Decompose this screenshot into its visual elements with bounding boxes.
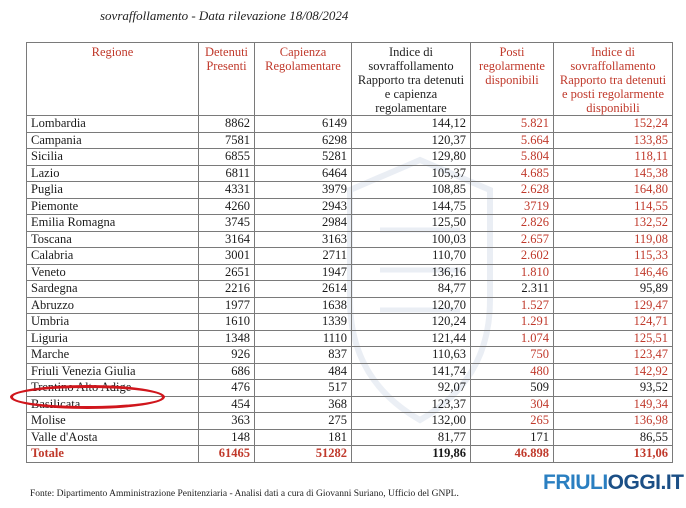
total-capienza: 51282: [255, 446, 352, 463]
cell-posti: 1.810: [471, 264, 554, 281]
cell-regione: Sardegna: [27, 281, 199, 298]
cell-indice-capienza: 110,63: [352, 347, 471, 364]
cell-indice-capienza: 144,75: [352, 198, 471, 215]
cell-indice-capienza: 110,70: [352, 248, 471, 265]
total-indice-capienza: 119,86: [352, 446, 471, 463]
table-header-row: [27, 43, 673, 116]
cell-capienza: 1947: [255, 264, 352, 281]
cell-detenuti: 3001: [199, 248, 255, 265]
cell-detenuti: 6855: [199, 149, 255, 166]
cell-detenuti: 3745: [199, 215, 255, 232]
cell-indice-capienza: 136,16: [352, 264, 471, 281]
cell-capienza: 5281: [255, 149, 352, 166]
cell-indice-posti: 142,92: [554, 363, 673, 380]
table-row: [27, 149, 673, 166]
table-row: [27, 248, 673, 265]
cell-posti: 2.826: [471, 215, 554, 232]
table-row: [27, 347, 673, 364]
cell-posti: 4.685: [471, 165, 554, 182]
cell-indice-posti: 124,71: [554, 314, 673, 331]
column-header-indice-capienza: Indice di sovraffollamento Rapporto tra detenuti e capienza regolamentare: [352, 43, 471, 116]
cell-regione: Veneto: [27, 264, 199, 281]
cell-detenuti: 3164: [199, 231, 255, 248]
cell-detenuti: 476: [199, 380, 255, 397]
cell-posti: 1.074: [471, 330, 554, 347]
cell-capienza: 3979: [255, 182, 352, 199]
table-row: [27, 380, 673, 397]
table-body: [27, 116, 673, 446]
cell-regione: Trentino Alto Adige: [27, 380, 199, 397]
table-row: [27, 413, 673, 430]
cell-capienza: 2943: [255, 198, 352, 215]
total-detenuti: 61465: [199, 446, 255, 463]
cell-regione: Piemonte: [27, 198, 199, 215]
cell-indice-posti: 95,89: [554, 281, 673, 298]
cell-posti: 2.602: [471, 248, 554, 265]
cell-indice-posti: 123,47: [554, 347, 673, 364]
cell-detenuti: 1348: [199, 330, 255, 347]
cell-indice-capienza: 84,77: [352, 281, 471, 298]
cell-regione: Umbria: [27, 314, 199, 331]
cell-regione: Puglia: [27, 182, 199, 199]
column-header-indice-posti: Indice di sovraffollamento Rapporto tra detenuti e posti regolarmente disponibili: [554, 43, 673, 116]
cell-indice-capienza: 108,85: [352, 182, 471, 199]
cell-regione: Liguria: [27, 330, 199, 347]
cell-indice-posti: 152,24: [554, 116, 673, 133]
cell-indice-capienza: 120,37: [352, 132, 471, 149]
cell-posti: 304: [471, 396, 554, 413]
cell-indice-capienza: 125,50: [352, 215, 471, 232]
cell-detenuti: 686: [199, 363, 255, 380]
cell-capienza: 517: [255, 380, 352, 397]
cell-indice-capienza: 120,70: [352, 297, 471, 314]
cell-indice-posti: 136,98: [554, 413, 673, 430]
table-row: [27, 297, 673, 314]
cell-capienza: 1110: [255, 330, 352, 347]
cell-indice-capienza: 105,37: [352, 165, 471, 182]
cell-indice-posti: 93,52: [554, 380, 673, 397]
cell-indice-posti: 129,47: [554, 297, 673, 314]
cell-posti: 171: [471, 429, 554, 446]
table-row: [27, 116, 673, 133]
column-header-detenuti: Detenuti Presenti: [199, 43, 255, 116]
cell-detenuti: 4260: [199, 198, 255, 215]
cell-regione: Abruzzo: [27, 297, 199, 314]
cell-indice-capienza: 144,12: [352, 116, 471, 133]
column-header-regione: Regione: [27, 43, 199, 116]
cell-indice-capienza: 141,74: [352, 363, 471, 380]
table-row: [27, 264, 673, 281]
cell-indice-capienza: 132,00: [352, 413, 471, 430]
cell-indice-posti: 146,46: [554, 264, 673, 281]
cell-posti: 5.664: [471, 132, 554, 149]
table-row: [27, 132, 673, 149]
cell-regione: Friuli Venezia Giulia: [27, 363, 199, 380]
cell-regione: Molise: [27, 413, 199, 430]
cell-capienza: 3163: [255, 231, 352, 248]
column-header-posti: Posti regolarmente disponibili: [471, 43, 554, 116]
cell-regione: Toscana: [27, 231, 199, 248]
cell-regione: Marche: [27, 347, 199, 364]
cell-regione: Lazio: [27, 165, 199, 182]
cell-capienza: 6149: [255, 116, 352, 133]
table-row: [27, 429, 673, 446]
cell-indice-posti: 149,34: [554, 396, 673, 413]
table-row: [27, 198, 673, 215]
cell-detenuti: 926: [199, 347, 255, 364]
cell-posti: 1.291: [471, 314, 554, 331]
cell-capienza: 6298: [255, 132, 352, 149]
column-header-capienza: Capienza Regolamentare: [255, 43, 352, 116]
cell-regione: Sicilia: [27, 149, 199, 166]
cell-detenuti: 2216: [199, 281, 255, 298]
cell-indice-posti: 115,33: [554, 248, 673, 265]
overcrowding-table: [26, 42, 673, 463]
cell-capienza: 1638: [255, 297, 352, 314]
cell-capienza: 1339: [255, 314, 352, 331]
cell-capienza: 6464: [255, 165, 352, 182]
total-posti: 46.898: [471, 446, 554, 463]
table-row: [27, 330, 673, 347]
logo-part-friuli: FRIULI: [543, 471, 608, 494]
cell-indice-posti: 164,80: [554, 182, 673, 199]
table-row: [27, 281, 673, 298]
cell-indice-capienza: 129,80: [352, 149, 471, 166]
cell-detenuti: 1610: [199, 314, 255, 331]
table-row: [27, 363, 673, 380]
total-indice-posti: 131,06: [554, 446, 673, 463]
cell-regione: Lombardia: [27, 116, 199, 133]
table-row: [27, 396, 673, 413]
cell-indice-posti: 132,52: [554, 215, 673, 232]
cell-indice-capienza: 120,24: [352, 314, 471, 331]
cell-regione: Basilicata: [27, 396, 199, 413]
cell-posti: 5.821: [471, 116, 554, 133]
cell-indice-capienza: 92,07: [352, 380, 471, 397]
source-note: Fonte: Dipartimento Amministrazione Penitenziaria - Analisi dati a cura di Giovanni Suriano, Ufficio del GNPL.: [30, 489, 459, 499]
cell-posti: 750: [471, 347, 554, 364]
cell-indice-posti: 114,55: [554, 198, 673, 215]
cell-posti: 5.804: [471, 149, 554, 166]
logo-part-oggi: OGGI.IT: [607, 471, 684, 494]
cell-capienza: 2984: [255, 215, 352, 232]
cell-regione: Campania: [27, 132, 199, 149]
cell-indice-capienza: 100,03: [352, 231, 471, 248]
cell-capienza: 2614: [255, 281, 352, 298]
cell-posti: 2.628: [471, 182, 554, 199]
cell-detenuti: 2651: [199, 264, 255, 281]
cell-regione: Valle d'Aosta: [27, 429, 199, 446]
cell-capienza: 2711: [255, 248, 352, 265]
cell-capienza: 181: [255, 429, 352, 446]
table-row: [27, 182, 673, 199]
cell-indice-capienza: 81,77: [352, 429, 471, 446]
cell-detenuti: 148: [199, 429, 255, 446]
cell-indice-posti: 145,38: [554, 165, 673, 182]
cell-posti: 2.657: [471, 231, 554, 248]
cell-posti: 480: [471, 363, 554, 380]
total-label: Totale: [27, 446, 199, 463]
cell-capienza: 368: [255, 396, 352, 413]
cell-indice-capienza: 123,37: [352, 396, 471, 413]
cell-detenuti: 6811: [199, 165, 255, 182]
cell-posti: 2.311: [471, 281, 554, 298]
cell-posti: 509: [471, 380, 554, 397]
cell-indice-capienza: 121,44: [352, 330, 471, 347]
cell-posti: 265: [471, 413, 554, 430]
cell-indice-posti: 118,11: [554, 149, 673, 166]
site-logo: [541, 471, 686, 495]
cell-capienza: 484: [255, 363, 352, 380]
cell-detenuti: 454: [199, 396, 255, 413]
cell-detenuti: 8862: [199, 116, 255, 133]
table-row: [27, 231, 673, 248]
table-row: [27, 215, 673, 232]
cell-indice-posti: 119,08: [554, 231, 673, 248]
cell-capienza: 837: [255, 347, 352, 364]
cell-detenuti: 7581: [199, 132, 255, 149]
total-row: [27, 446, 673, 463]
document-title: sovraffollamento - Data rilevazione 18/08/2024: [100, 8, 349, 23]
table-row: [27, 314, 673, 331]
cell-indice-posti: 133,85: [554, 132, 673, 149]
cell-posti: 1.527: [471, 297, 554, 314]
cell-detenuti: 4331: [199, 182, 255, 199]
cell-indice-posti: 86,55: [554, 429, 673, 446]
table-row: [27, 165, 673, 182]
cell-regione: Emilia Romagna: [27, 215, 199, 232]
cell-posti: 3719: [471, 198, 554, 215]
cell-detenuti: 1977: [199, 297, 255, 314]
cell-regione: Calabria: [27, 248, 199, 265]
cell-indice-posti: 125,51: [554, 330, 673, 347]
cell-detenuti: 363: [199, 413, 255, 430]
cell-capienza: 275: [255, 413, 352, 430]
